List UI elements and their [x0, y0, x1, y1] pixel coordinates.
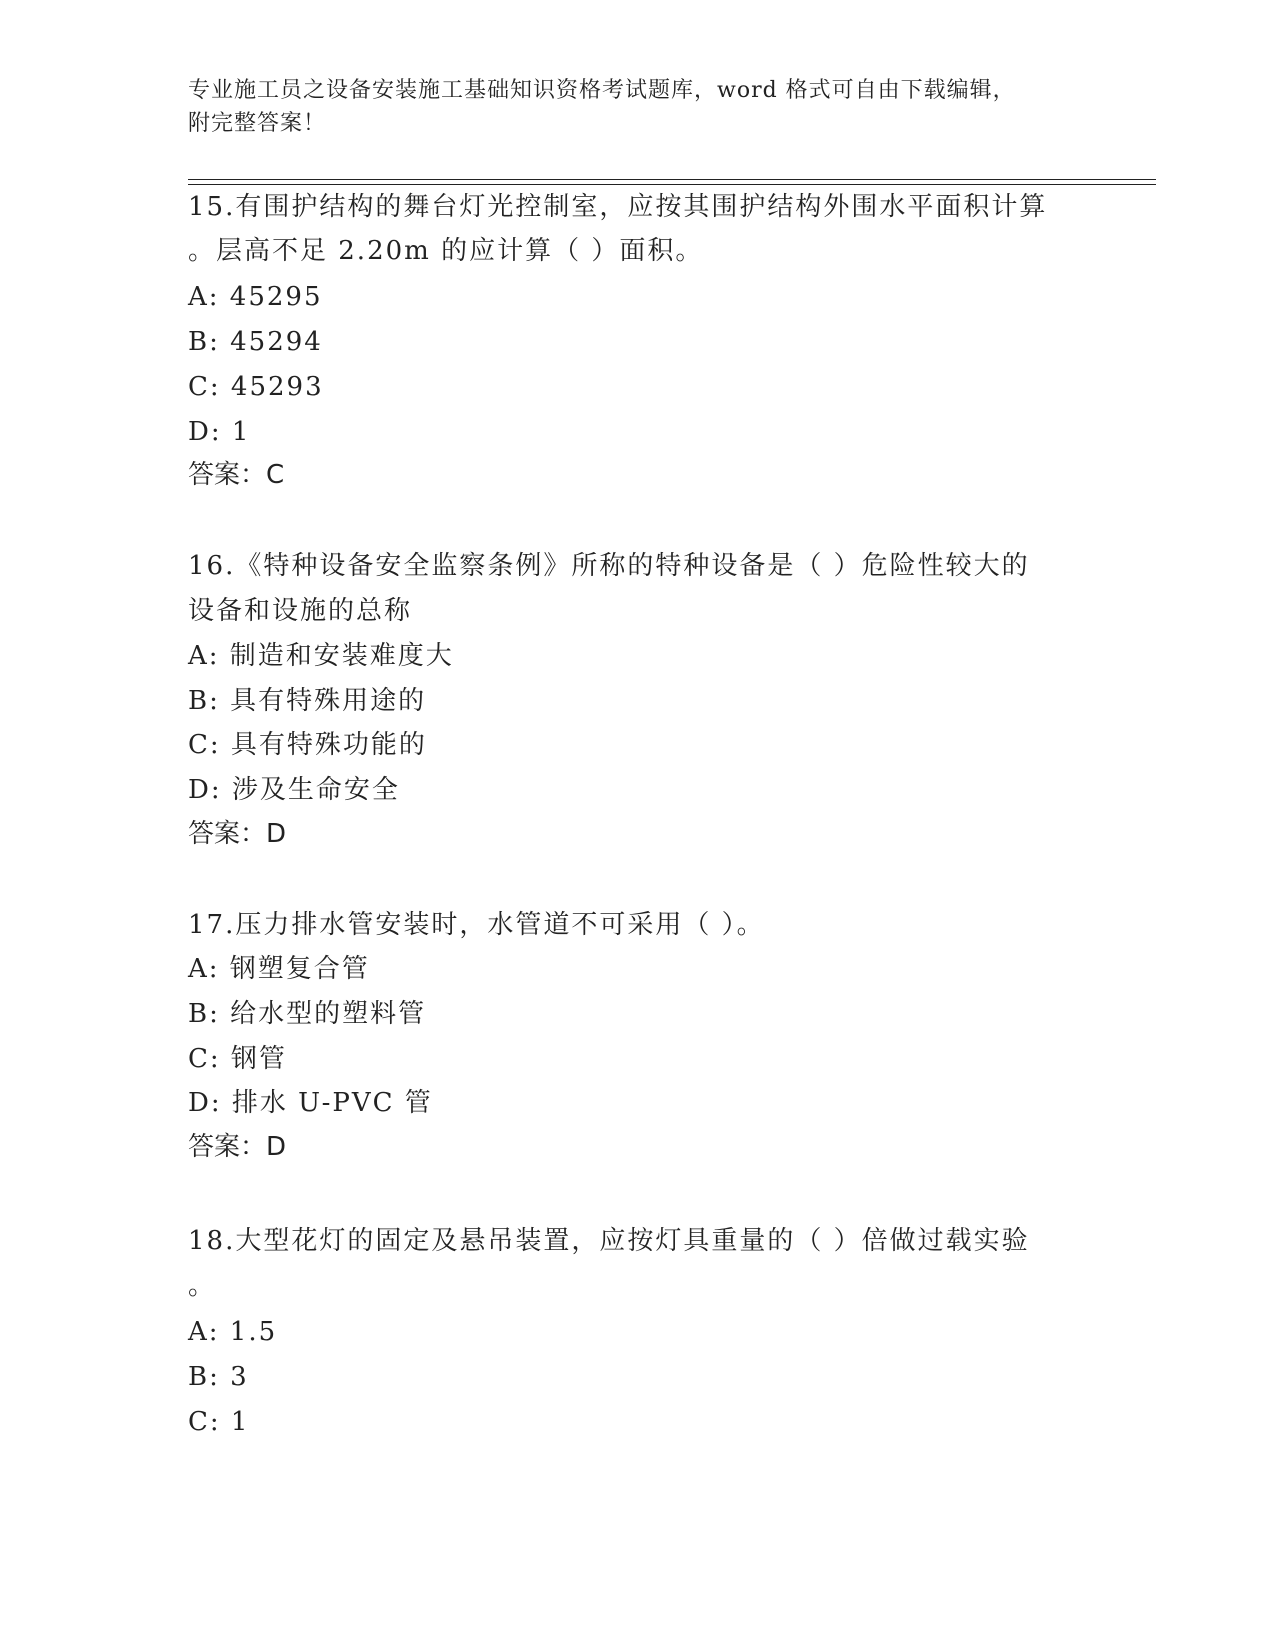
question-17-option-d: D: 排水 U-PVC 管: [188, 1088, 433, 1118]
question-16-option-a: A: 制造和安装难度大: [188, 641, 454, 671]
question-16-stem-line-2: 设备和设施的总称: [188, 596, 413, 626]
document-header: [188, 74, 1088, 140]
question-18-stem-line-1: 18.大型花灯的固定及悬吊装置，应按灯具重量的（ ）倍做过载实验: [188, 1226, 1030, 1256]
question-16-option-d: D: 涉及生命安全: [188, 775, 400, 805]
question-17-option-b: B: 给水型的塑料管: [188, 999, 427, 1029]
question-17-answer: 答案：D: [188, 1132, 287, 1162]
question-17-stem-line-1: 17.压力排水管安装时，水管道不可采用（ ）。: [188, 910, 765, 940]
question-18-option-a: A: 1.5: [188, 1317, 278, 1347]
question-18-stem-line-2: 。: [188, 1271, 217, 1301]
question-16-option-c: C: 具有特殊功能的: [188, 730, 427, 760]
question-15-option-b: B: 45294: [188, 327, 323, 357]
header-divider-top: [188, 179, 1156, 180]
header-line-1: 专业施工员之设备安装施工基础知识资格考试题库，word 格式可自由下载编辑，: [188, 78, 1016, 103]
question-15-option-c: C: 45293: [188, 372, 324, 402]
question-15-option-d: D: 1: [188, 417, 251, 447]
header-line-2: 附完整答案！: [188, 111, 327, 136]
question-15-stem-line-1: 15.有围护结构的舞台灯光控制室，应按其围护结构外围水平面积计算: [188, 192, 1048, 222]
question-15-stem-line-2: 。层高不足 2.20m 的应计算（ ）面积。: [188, 236, 704, 266]
question-16-option-b: B: 具有特殊用途的: [188, 686, 427, 716]
question-17-option-a: A: 钢塑复合管: [188, 954, 370, 984]
question-15-option-a: A: 45295: [188, 282, 323, 312]
question-17-option-c: C: 钢管: [188, 1044, 287, 1074]
question-15-answer: 答案：C: [188, 460, 285, 490]
question-16-answer: 答案：D: [188, 819, 287, 849]
question-18-option-b: B: 3: [188, 1362, 249, 1392]
header-divider-bottom: [188, 184, 1156, 185]
question-16-stem-line-1: 16.《特种设备安全监察条例》所称的特种设备是（ ）危险性较大的: [188, 551, 1030, 581]
question-18-option-c: C: 1: [188, 1407, 250, 1437]
